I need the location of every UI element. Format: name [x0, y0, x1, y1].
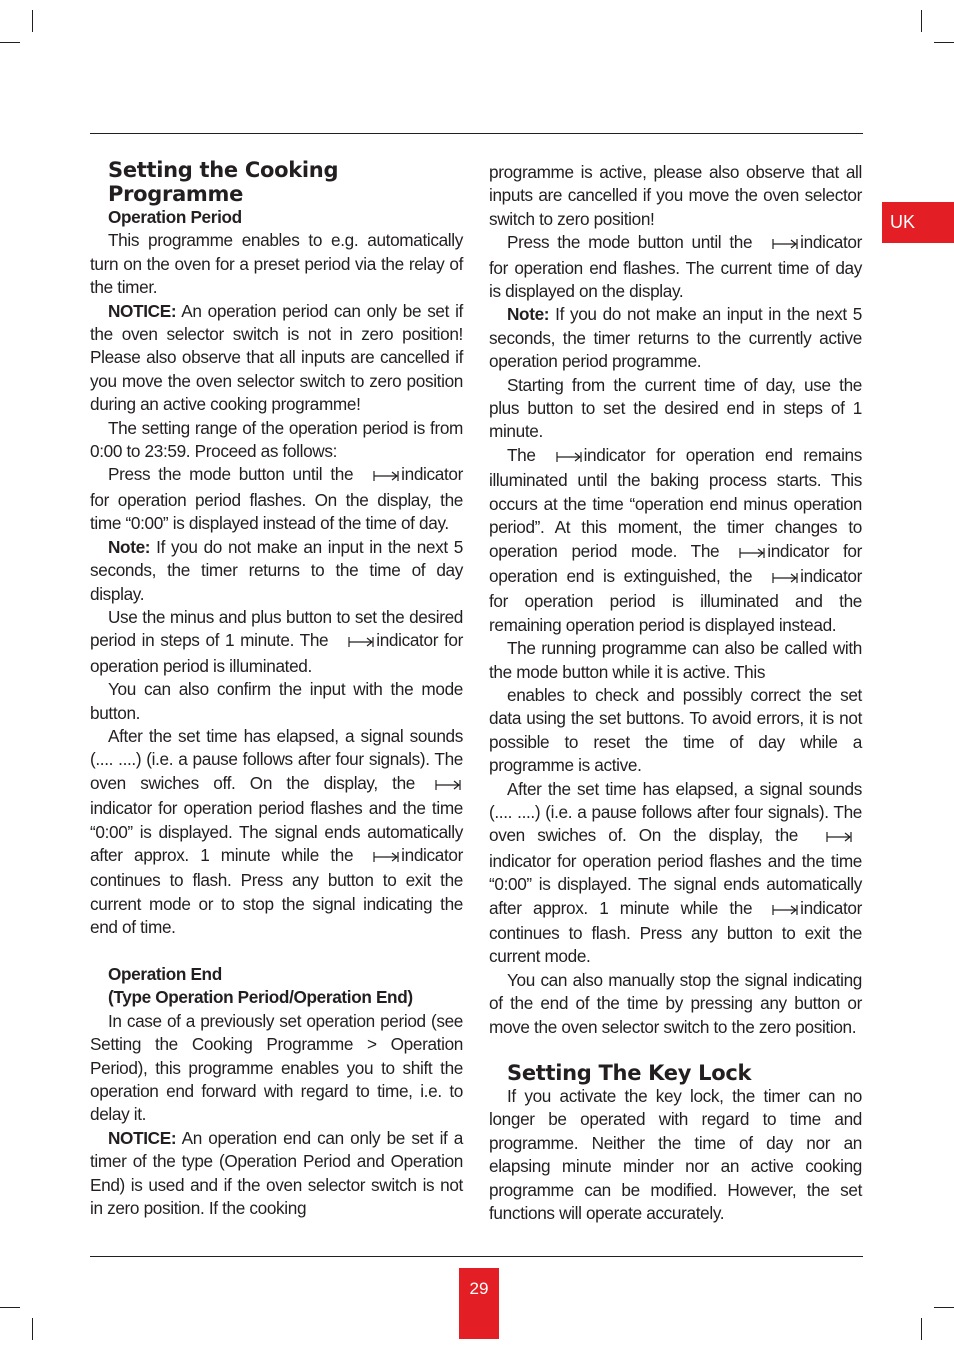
operation-period-indicator-icon [808, 826, 852, 849]
notice-paragraph [90, 1127, 463, 1221]
notice-paragraph [90, 300, 463, 417]
paragraph [90, 606, 463, 678]
spacer [489, 1039, 862, 1061]
operation-period-indicator-icon [330, 631, 374, 654]
text: After the set time has elapsed, a signal sounds (.... ....) (i.e. a pause follows after four signals). The oven swiches of. On the display, the [489, 778, 862, 846]
crop-mark [0, 42, 20, 43]
right-column [489, 161, 862, 1225]
note-label: Note: [507, 304, 550, 325]
operation-period-indicator-icon [355, 846, 399, 869]
paragraph: The setting range of the operation period is from 0:00 to 23:59. Proceed as follows: [90, 417, 463, 462]
text: indicator for operation end flashes. The current time of day is displayed on the display. [489, 232, 862, 302]
subheading-operation-end-type: (Type Operation Period/Operation End) [108, 987, 413, 1008]
paragraph: programme is active, please also observe that all inputs are cancelled if you move the oven selector switch to zero position! [489, 162, 862, 229]
operation-period-indicator-icon [754, 567, 798, 590]
crop-mark [32, 1318, 33, 1340]
text: Press the mode button until the [507, 232, 753, 253]
text: indicator continues to flash. Press any button to exit the current mode or to stop the signal indicating the end of time. [90, 844, 463, 938]
paragraph [489, 778, 862, 969]
paragraph: You can also manually stop the signal indicating of the end of the time by pressing any button or move the oven selector switch to the zero position. [489, 969, 862, 1037]
crop-mark [0, 1307, 20, 1308]
paragraph: You can also confirm the input with the mode button. [90, 679, 463, 723]
text: Press the mode button until the [108, 464, 354, 485]
paragraph [489, 444, 862, 637]
left-column [90, 158, 463, 1220]
text: indicator for operation period flashes and the time “0:00” is displayed. The signal ends automatically after approx. 1 minute while the [489, 850, 862, 918]
text: indicator for operation period is illuminated. [90, 630, 463, 676]
page-number: 29 [459, 1268, 499, 1339]
subheading-operation-period: Operation Period [108, 207, 242, 227]
top-rule [90, 133, 863, 134]
note-text: If you do not make an input in the next 5 seconds, the timer returns to the currently active operation period programme. [489, 304, 862, 372]
text: indicator continues to flash. Press any button to exit the current mode. [489, 897, 862, 967]
paragraph [90, 463, 463, 535]
paragraph: Starting from the current time of day, use the plus button to set the desired end in steps of 1 minute. [489, 374, 862, 442]
note-text: If you do not make an input in the next 5 seconds, the timer returns to the time of day display. [90, 536, 463, 604]
section-heading: Setting the Cooking Programme [108, 158, 339, 206]
bottom-rule [90, 1256, 863, 1257]
paragraph: enables to check and possibly correct the set data using the set buttons. To avoid errors, it is not possible to reset the time of day while a programme is active. [489, 684, 862, 776]
text: Use the minus and plus button to set the desired period in steps of 1 minute. The [90, 606, 463, 651]
paragraph: This programme enables to e.g. automatically turn on the oven for a preset period via the relay of the timer. [90, 230, 463, 298]
paragraph: The running programme can also be called with the mode button while it is active. This [489, 638, 862, 682]
notice-text: An operation end can only be set if a timer of the type (Operation Period and Operation End) is used and if the oven selector switch is not in zero position. If the cooking [90, 1127, 464, 1219]
paragraph: In case of a previously set operation period (see Setting the Cooking Programme > Operation Period), this programme enables you to shift the operation end forward with regard to time, i.e. to delay it. [90, 1010, 463, 1125]
crop-mark [934, 42, 954, 43]
text: indicator for operation period flashes and the time “0:00” is displayed. The signal ends automatically after approx. 1 minute while the [90, 798, 463, 865]
notice-text: An operation period can only be set if the oven selector switch is not in zero position! Please also observe that all inputs are cancelled if you move the oven selector switch to zero position during an active cooking programme! [90, 300, 463, 415]
paragraph [90, 725, 463, 940]
operation-end-indicator-icon [721, 542, 765, 565]
note-label: Note: [108, 536, 151, 557]
crop-mark [32, 10, 33, 32]
section-heading-key-lock: Setting The Key Lock [507, 1061, 752, 1086]
note-paragraph [90, 536, 463, 606]
subheading-operation-end: Operation End [108, 963, 222, 984]
text: The [507, 444, 536, 465]
note-paragraph [489, 303, 862, 373]
crop-mark [921, 10, 922, 32]
operation-period-indicator-icon [355, 465, 399, 488]
crop-mark [934, 1307, 954, 1308]
paragraph: If you activate the key lock, the timer can no longer be operated with regard to time and programme. Neither the time of day nor an elapsing minute minder nor an active cooking programme can be modified. However, the set functions will operate accurately. [489, 1086, 862, 1224]
operation-period-indicator-icon [417, 774, 461, 797]
text: indicator for operation end remains illuminated until the baking process starts. This occurs at the time “operation end minus operation period”. At this moment, the timer changes to operation period mode. The [489, 444, 862, 561]
operation-end-indicator-icon [538, 446, 582, 469]
operation-period-indicator-icon [754, 899, 798, 922]
language-tab: UK [882, 202, 954, 243]
notice-label: NOTICE: [108, 300, 177, 321]
text: indicator for operation period is illuminated and the remaining operation period is displayed instead. [489, 565, 862, 635]
text: indicator for operation period flashes. On the display, the time “0:00” is displayed instead of the time of day. [90, 464, 463, 534]
notice-label: NOTICE: [108, 1127, 177, 1148]
paragraph [489, 231, 862, 303]
spacer [90, 940, 463, 963]
text: indicator for operation end is extinguished, the [489, 540, 862, 586]
crop-mark [921, 1318, 922, 1340]
operation-end-indicator-icon [754, 233, 798, 256]
text: After the set time has elapsed, a signal sounds (.... ....) (i.e. a pause follows after four signals). The oven swiches off. On the display, the [90, 725, 463, 793]
